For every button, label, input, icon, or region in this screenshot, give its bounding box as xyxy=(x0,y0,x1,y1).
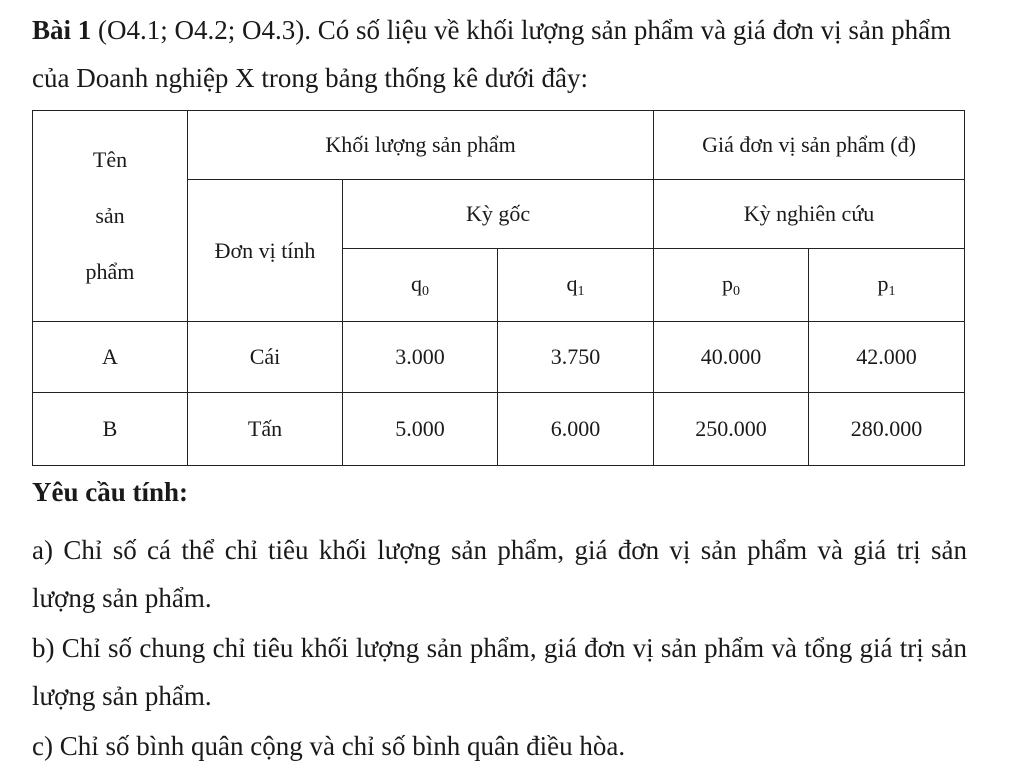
row-a-p1: 42.000 xyxy=(809,322,965,393)
table-row xyxy=(33,393,965,466)
requirement-a: a) Chỉ số cá thể chỉ tiêu khối lượng sản phẩm, giá đơn vị sản phẩm và giá trị sản lượng sản phẩm. xyxy=(32,535,967,613)
header-don-vi-tinh: Đơn vị tính xyxy=(188,180,343,322)
header-q0 xyxy=(343,249,498,322)
q1-sub: 1 xyxy=(577,283,585,299)
header-khoi-luong: Khối lượng sản phẩm xyxy=(188,111,654,180)
header-p1 xyxy=(809,249,965,322)
q0-sub: 0 xyxy=(422,283,429,299)
header-ky-goc: Kỳ gốc xyxy=(343,180,654,249)
p1-sub: 1 xyxy=(888,283,896,299)
row-b-unit: Tấn xyxy=(188,393,343,466)
table-row xyxy=(33,322,965,393)
header-ten-san-pham xyxy=(33,111,188,322)
header-q1 xyxy=(498,249,654,322)
requirement-b: b) Chỉ số chung chỉ tiêu khối lượng sản phẩm, giá đơn vị sản phẩm và tổng giá trị sản lượng sản phẩm. xyxy=(32,633,967,711)
row-a-q1: 3.750 xyxy=(498,322,654,393)
exercise-label: Bài 1 xyxy=(32,15,92,45)
header-gia-don-vi: Giá đơn vị sản phẩm (đ) xyxy=(654,111,965,180)
exercise-intro xyxy=(32,6,972,102)
row-a-unit: Cái xyxy=(188,322,343,393)
row-a-q0: 3.000 xyxy=(343,322,498,393)
row-b-p1: 280.000 xyxy=(809,393,965,466)
row-b-q0: 5.000 xyxy=(343,393,498,466)
header-ten-line-3: phẩm xyxy=(85,259,135,284)
p1-base: p xyxy=(877,270,889,296)
header-p0 xyxy=(654,249,809,322)
requirements-title: Yêu cầu tính: xyxy=(32,477,189,507)
header-ten-line-1: Tên xyxy=(92,147,128,172)
q1-base: q xyxy=(566,270,578,296)
row-b-q1: 6.000 xyxy=(498,393,654,466)
row-a-p0: 40.000 xyxy=(654,322,809,393)
q0-base: q xyxy=(411,270,422,296)
header-ky-nghien-cuu: Kỳ nghiên cứu xyxy=(654,180,965,249)
p0-sub: 0 xyxy=(733,283,741,299)
row-b-p0: 250.000 xyxy=(654,393,809,466)
header-ten-line-2: sản xyxy=(95,203,125,228)
exercise-intro-text: (O4.1; O4.2; O4.3). Có số liệu về khối lượng sản phẩm và giá đơn vị sản phẩm của Doanh nghiệp X trong bảng thống kê dưới đây: xyxy=(32,15,952,93)
row-b-name: B xyxy=(33,393,188,466)
statistics-table xyxy=(32,110,965,466)
row-a-name: A xyxy=(33,322,188,393)
requirement-c: c) Chỉ số bình quân cộng và chỉ số bình quân điều hòa. xyxy=(32,731,626,761)
p0-base: p xyxy=(722,270,734,296)
